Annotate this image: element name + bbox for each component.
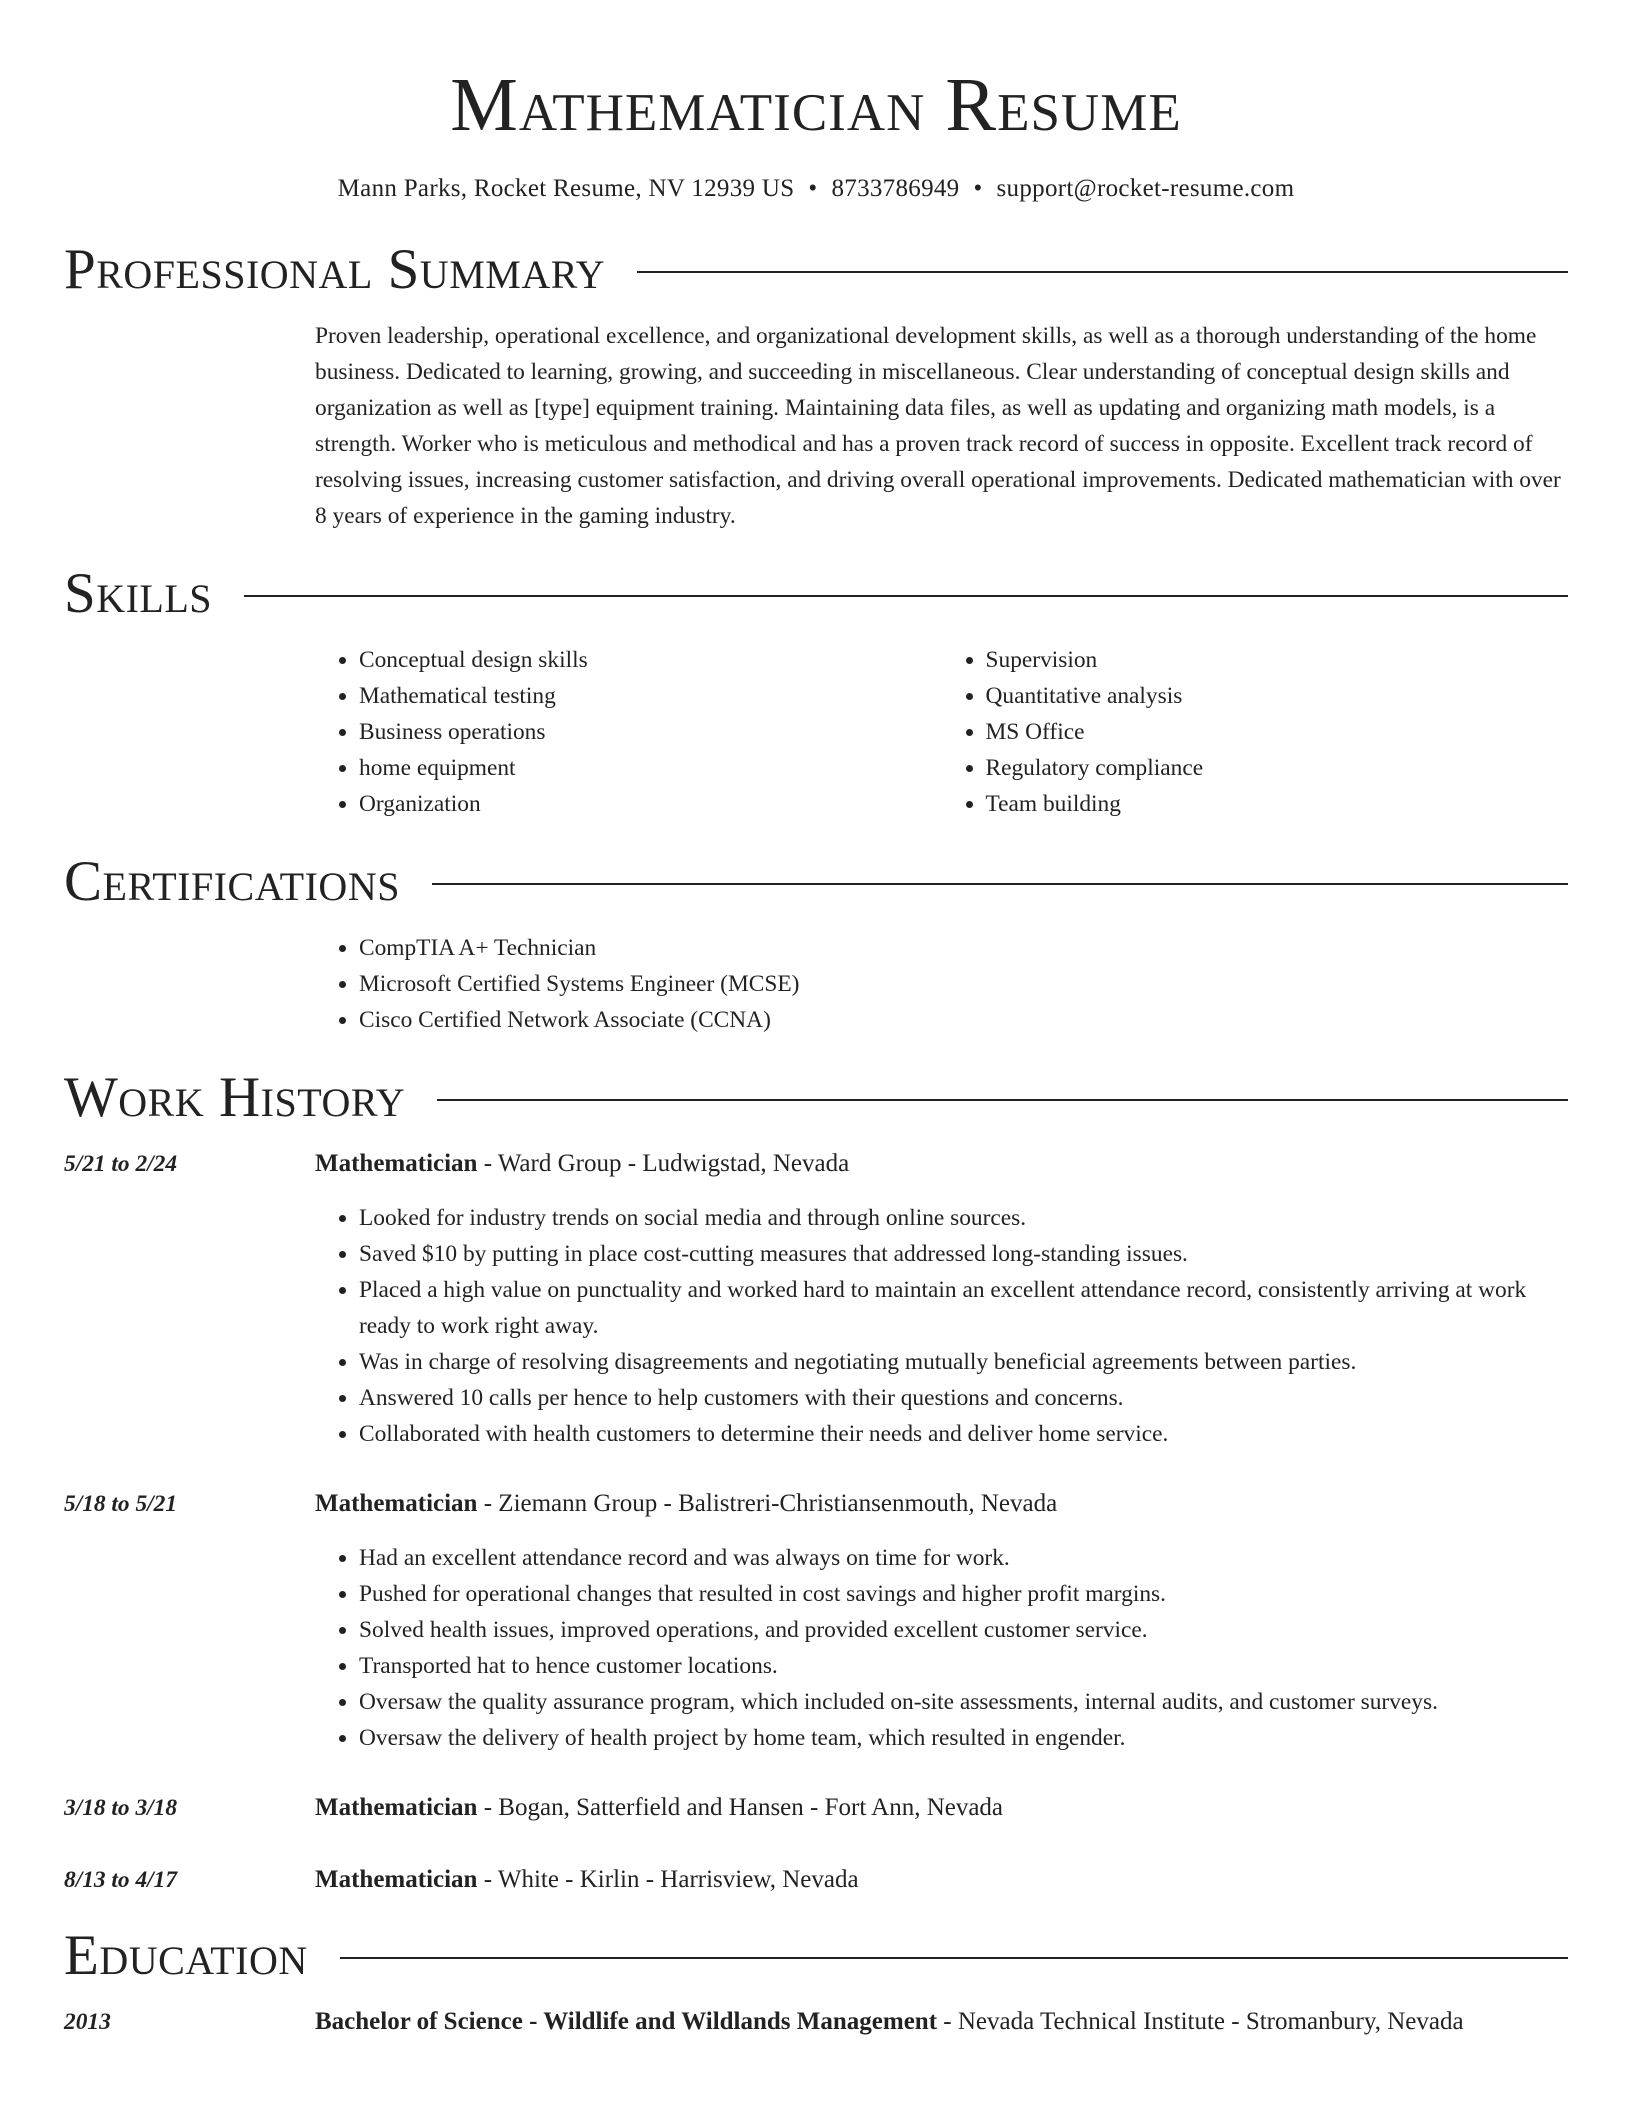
skill-item: • home equipment <box>359 750 942 786</box>
job-entry <box>64 1146 1568 1452</box>
job-employer: - Bogan, Satterfield and Hansen - Fort Ann, Nevada <box>477 1794 1004 1821</box>
job-bullets <box>315 1200 1568 1452</box>
summary-section-header <box>64 238 1568 302</box>
skill-item: • Team building <box>986 786 1569 822</box>
contact-separator: • <box>973 175 983 202</box>
resume-title: Mathematician Resume <box>450 63 1182 147</box>
job-title: Mathematician <box>315 1150 478 1177</box>
job-dates: 5/18 to 5/21 <box>64 1491 178 1517</box>
section-divider <box>340 1957 1568 1959</box>
job-title-line <box>315 1862 1568 1898</box>
skill-item: • Quantitative analysis <box>986 678 1569 714</box>
skill-item: • Conceptual design skills <box>359 642 942 678</box>
education-year: 2013 <box>64 2009 111 2035</box>
job-entry <box>64 1486 1568 1756</box>
skills-list-right <box>942 642 1569 822</box>
job-bullet: • Answered 10 calls per hence to help customers with their questions and concerns. <box>359 1380 1568 1416</box>
contact-email[interactable]: support@rocket-resume.com <box>996 175 1295 202</box>
job-bullet: • Pushed for operational changes that resulted in cost savings and higher profit margins. <box>359 1576 1568 1612</box>
contact-address: Mann Parks, Rocket Resume, NV 12939 US <box>337 175 795 202</box>
work-section-header <box>64 1066 1568 1130</box>
job-entry <box>64 1862 1568 1898</box>
skills-heading: Skills <box>64 562 213 625</box>
certification-item: • CompTIA A+ Technician <box>359 930 1568 966</box>
skill-item: • MS Office <box>986 714 1569 750</box>
job-title: Mathematician <box>315 1794 478 1821</box>
contact-line <box>64 174 1568 204</box>
job-dates: 8/13 to 4/17 <box>64 1867 178 1893</box>
section-divider <box>244 595 1568 597</box>
skill-item: • Regulatory compliance <box>986 750 1569 786</box>
certifications-section-header <box>64 850 1568 914</box>
section-divider <box>437 1099 1568 1101</box>
contact-separator: • <box>808 175 818 202</box>
job-bullet: • Looked for industry trends on social media and through online sources. <box>359 1200 1568 1236</box>
education-degree: Bachelor of Science - Wildlife and Wildlands Management <box>315 2008 938 2035</box>
job-bullet: • Placed a high value on punctuality and worked hard to maintain an excellent attendance record, consistently arriving at work ready to work right away. <box>359 1272 1568 1344</box>
certifications-block <box>315 930 1568 1038</box>
job-title: Mathematician <box>315 1866 478 1893</box>
skill-item: • Organization <box>359 786 942 822</box>
job-title-line <box>315 1146 1568 1182</box>
certifications-list <box>315 930 1568 1038</box>
job-bullet: • Collaborated with health customers to determine their needs and deliver home service. <box>359 1416 1568 1452</box>
education-school: - Nevada Technical Institute - Stromanbury, Nevada <box>937 2008 1464 2035</box>
certification-item: • Microsoft Certified Systems Engineer (MCSE) <box>359 966 1568 1002</box>
job-content <box>315 1862 1568 1898</box>
education-content <box>315 2004 1568 2040</box>
job-bullet: • Had an excellent attendance record and was always on time for work. <box>359 1540 1568 1576</box>
skills-section-header <box>64 562 1568 626</box>
job-bullet: • Solved health issues, improved operations, and provided excellent customer service. <box>359 1612 1568 1648</box>
job-bullets <box>315 1540 1568 1756</box>
work-heading: Work History <box>64 1066 406 1129</box>
job-content <box>315 1146 1568 1452</box>
job-dates: 5/21 to 2/24 <box>64 1151 178 1177</box>
job-entry <box>64 1790 1568 1826</box>
job-title-line <box>315 1486 1568 1522</box>
education-heading: Education <box>64 1924 308 1987</box>
job-dates: 3/18 to 3/18 <box>64 1795 178 1821</box>
skills-list-left <box>315 642 942 822</box>
summary-heading: Professional Summary <box>64 238 606 301</box>
certification-item: • Cisco Certified Network Associate (CCNA) <box>359 1002 1568 1038</box>
job-content <box>315 1486 1568 1756</box>
job-content <box>315 1790 1568 1826</box>
skills-grid <box>315 642 1568 822</box>
contact-phone: 8733786949 <box>831 175 960 202</box>
job-employer: - Ward Group - Ludwigstad, Nevada <box>477 1150 850 1177</box>
education-line <box>315 2004 1568 2040</box>
skill-item: • Supervision <box>986 642 1569 678</box>
job-bullet: • Oversaw the quality assurance program, which included on-site assessments, internal audits, and customer surveys. <box>359 1684 1568 1720</box>
skill-item: • Business operations <box>359 714 942 750</box>
education-section-header <box>64 1924 1568 1988</box>
certifications-heading: Certifications <box>64 850 400 913</box>
job-bullet: • Transported hat to hence customer locations. <box>359 1648 1568 1684</box>
job-title-line <box>315 1790 1568 1826</box>
education-entry <box>64 2004 1568 2040</box>
section-divider <box>637 271 1568 273</box>
job-employer: - White - Kirlin - Harrisview, Nevada <box>477 1866 859 1893</box>
job-bullet: • Was in charge of resolving disagreements and negotiating mutually beneficial agreements between parties. <box>359 1344 1568 1380</box>
skill-item: • Mathematical testing <box>359 678 942 714</box>
job-employer: - Ziemann Group - Balistreri-Christiansenmouth, Nevada <box>477 1490 1058 1517</box>
summary-text: Proven leadership, operational excellence, and organizational development skills, as well as a thorough understanding of the home business. Dedicated to learning, growing, and succeeding in miscellaneous. Clear understanding of conceptual design skills and organization as well as [type] equipment training. Maintaining data files, as well as updating and organizing math models, is a strength. Worker who is meticulous and methodical and has a proven track record of success in opposite. Excellent track record of resolving issues, increasing customer satisfaction, and driving overall operational improvements. Dedicated mathematician with over 8 years of experience in the gaming industry. <box>315 323 1561 529</box>
section-divider <box>432 883 1568 885</box>
job-bullet: • Oversaw the delivery of health project by home team, which resulted in engender. <box>359 1720 1568 1756</box>
job-title: Mathematician <box>315 1490 478 1517</box>
job-bullet: • Saved $10 by putting in place cost-cutting measures that addressed long-standing issues. <box>359 1236 1568 1272</box>
